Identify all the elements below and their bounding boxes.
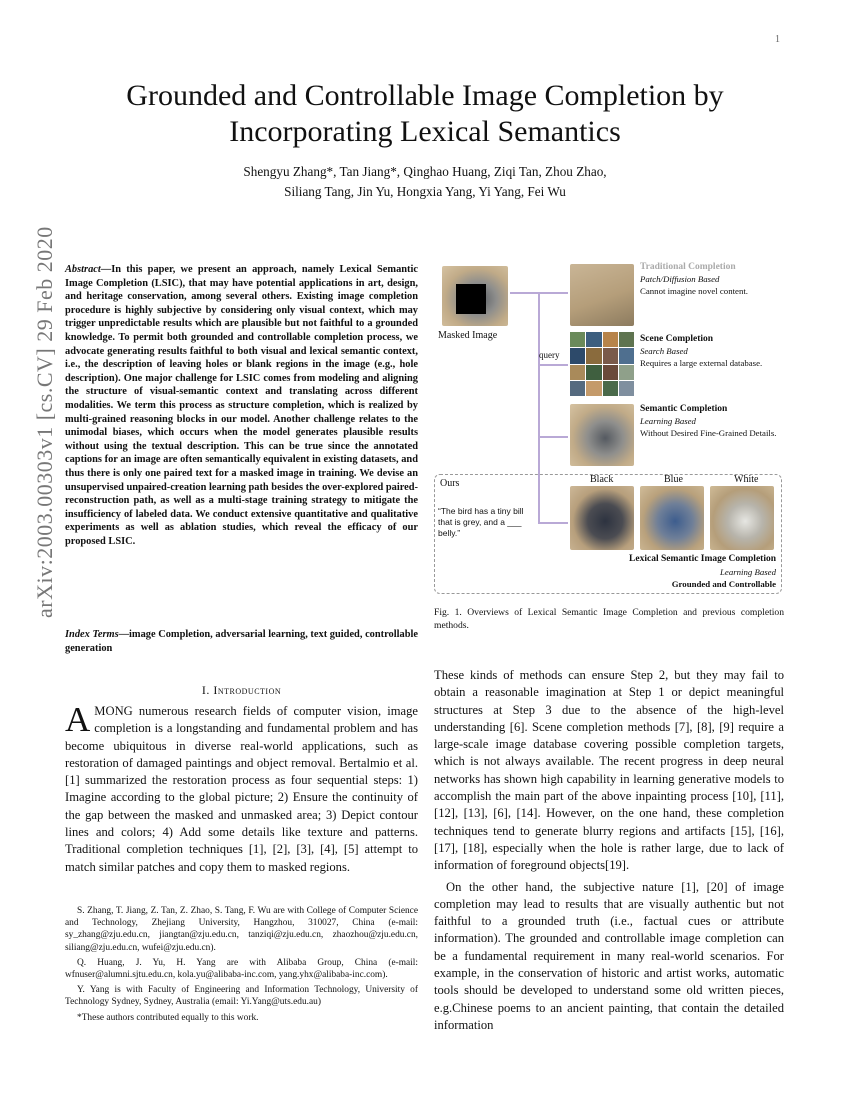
mask-hole — [456, 284, 486, 314]
method-description: Without Desired Fine-Grained Details. — [640, 428, 777, 438]
method-description: Requires a large external database. — [640, 358, 763, 368]
database-tile — [619, 348, 634, 363]
connector-line — [538, 292, 568, 294]
figure-caption: Fig. 1. Overviews of Lexical Semantic Image Completion and previous completion methods. — [434, 607, 784, 631]
ours-label: Ours — [440, 478, 460, 489]
color-label-black: Black — [590, 474, 614, 485]
connector-line — [538, 364, 568, 366]
database-tile — [603, 365, 618, 380]
database-tile — [619, 332, 634, 347]
intro-paragraph — [65, 700, 418, 876]
masked-image — [442, 266, 508, 326]
database-tile — [570, 365, 585, 380]
method-subtitle: Patch/Diffusion Based — [640, 274, 720, 284]
database-tile — [603, 381, 618, 396]
footnotes — [65, 905, 418, 1027]
section-number: I. — [201, 683, 210, 697]
index-terms-label: Index Terms — [65, 629, 119, 640]
index-terms — [65, 628, 418, 655]
database-tile — [570, 348, 585, 363]
traditional-result-image — [570, 264, 634, 326]
connector-line — [510, 292, 538, 294]
database-tile — [586, 332, 601, 347]
footnote: S. Zhang, T. Jiang, Z. Tan, Z. Zhao, S. Tang, F. Wu are with College of Computer Science and Technology, Zhejiang University, Hangzhou, 310027, China (e-mail: sy_zhang@zju.edu.cn, jiangtan@zju.edu.cn, tanziqi@zju.edu.cn, zhaozhou@zju.edu.cn, siliang@zju.edu.cn, wufei@zju.edu.cn). — [65, 906, 418, 953]
scene-database-grid — [570, 332, 634, 396]
color-label-blue: Blue — [664, 474, 683, 485]
database-tile — [570, 332, 585, 347]
method-description: Cannot imagine novel content. — [640, 286, 748, 296]
abstract — [65, 263, 418, 548]
color-label-white: White — [734, 474, 759, 485]
lsic-result-white — [710, 486, 774, 550]
authors-line-1: Shengyu Zhang*, Tan Jiang*, Qinghao Huang, Ziqi Tan, Zhou Zhao, — [243, 164, 607, 179]
hole-description: “The bird has a tiny bill that is grey, and a ___ belly.” — [438, 506, 524, 538]
paper-title: Grounded and Controllable Image Completion by Incorporating Lexical Semantics — [126, 79, 724, 148]
lsic-description: Grounded and Controllable — [671, 579, 776, 589]
intro-text: MONG numerous research fields of computer vision, image completion is a longstanding and fundamental problem and has become ubiquitous in diverse real-world applications, such as restoration of damaged paintings and object removal. Bertalmio et al.[1] summarized the restoration process as four sequential steps: 1) Imagine according to the global picture; 2) Ensure the continuity of the gap between the masked and unmasked area; 3) Depict contour lines and colors; 4) Add some details like texture and patterns. Traditional completion techniques [1], [2], [3], [4], [5] attempt to match similar patches and copy them to masked regions. — [65, 704, 418, 874]
method-subtitle: Learning Based — [640, 416, 696, 426]
lsic-result-blue — [640, 486, 704, 550]
masked-image-label: Masked Image — [438, 330, 498, 341]
lsic-result-black — [570, 486, 634, 550]
right-column-text — [434, 667, 784, 1034]
database-tile — [603, 332, 618, 347]
arxiv-stamp: arXiv:2003.00303v1 [cs.CV] 29 Feb 2020 — [32, 226, 57, 618]
query-label: query — [539, 350, 560, 360]
database-tile — [586, 381, 601, 396]
section-title: Introduction — [213, 683, 282, 697]
method-title: Traditional Completion — [640, 262, 736, 272]
figure-1 — [434, 258, 786, 598]
method-subtitle: Search Based — [640, 346, 688, 356]
database-tile — [586, 365, 601, 380]
section-heading — [65, 683, 418, 698]
author-list — [100, 162, 750, 202]
authors-line-2: Siliang Tang, Jin Yu, Hongxia Yang, Yi Yang, Fei Wu — [284, 184, 566, 199]
page-number: 1 — [775, 34, 780, 45]
database-tile — [586, 348, 601, 363]
lsic-title: Lexical Semantic Image Completion — [629, 554, 776, 564]
method-title: Semantic Completion — [640, 404, 728, 414]
database-tile — [619, 381, 634, 396]
paragraph: On the other hand, the subjective nature [1], [20] of image completion may lead to results that are visually authentic but not faithful to a grounded truth (i.e., factual cues or attribute information). The grounded and controllable image completion can be a fundamental requirement in many real-world scenarios. For example, in the conservation of historic and artist works, automatic tools should be developed to understand some old written pieces, e.g.Chinese poems to an ancient painting, that contain the detailed information — [434, 879, 784, 1032]
semantic-result-image — [570, 404, 634, 466]
connector-line — [538, 436, 568, 438]
lsic-subtitle: Learning Based — [720, 567, 776, 577]
paragraph: These kinds of methods can ensure Step 2, but they may fail to obtain a reasonable imagination at Step 1 or depict meaningful structures at Step 3 due to the absence of the high-level understanding [6]. Scene completion methods [7], [8], [9] require a large-scale image database covering possible completion targets, which is not always available. The recent progress in deep neural networks has shown high capability in learning generative models to accomplish the main part of the above inpainting process [10], [11], [12], [13], [6], [14]. However, on the one hand, these completion techniques tend to generate blurry regions and artifacts [15], [16], [17], [18], especially when the hole is rather large, due to lack of information of foreground objects[19]. — [434, 668, 784, 873]
footnote: Y. Yang is with Faculty of Engineering and Information Technology, University of Technology Sydney, Sydney, Australia (email: Yi.Yang@uts.edu.au) — [65, 985, 418, 1008]
database-tile — [603, 348, 618, 363]
footnote: *These authors contributed equally to this work. — [77, 1012, 259, 1023]
footnote: Q. Huang, J. Yu, H. Yang are with Alibaba Group, China (e-mail: wfnuser@alumni.sjtu.edu.cn, kola.yu@alibaba-inc.com, yang.yhx@alibaba-inc.com). — [65, 957, 418, 981]
drop-cap: A — [65, 700, 91, 739]
index-terms-text: —image Completion, adversarial learning, text guided, controllable generation — [65, 629, 418, 654]
method-title: Scene Completion — [640, 334, 714, 344]
database-tile — [570, 381, 585, 396]
abstract-label: Abstract — [65, 264, 101, 275]
abstract-text: —In this paper, we present an approach, namely Lexical Semantic Image Completion (LSIC), that may have potential applications in art, design, and heritage conservation, among several others. Existing image completion procedure is highly subjective by considering only visual context, which may trigger unpredictable results which are plausible but not faithful to a grounded knowledge. To permit both grounded and controllable completion process, we advocate generating results faithful to both visual and lexical semantic context, i.e., the description of leaving holes or blank regions in the image (e.g., hole description). One major challenge for LSIC comes from modeling and aligning the structure of visual-semantic context and translating across different modalities. We term this process as structure completion, which is realized by multi-grained reasoning blocks in our model. Another challenge relates to the unimodal biases, which occurs when the model generates plausible results without using the textual description. This can be true since the annotated captions for an image are often semantically equivalent in existing datasets, and thus there is only one paired text for a masked image in training. We devise an unsupervised unpaired-creation learning path besides the over-explored paired-reconstruction path, as well as a multi-stage training strategy to mitigate the insufficiency of labeled data. We conduct extensive quantitative and qualitative experiments as well as ablation studies, which reveal the efficacy of our proposed LSIC. — [65, 264, 419, 547]
database-tile — [619, 365, 634, 380]
